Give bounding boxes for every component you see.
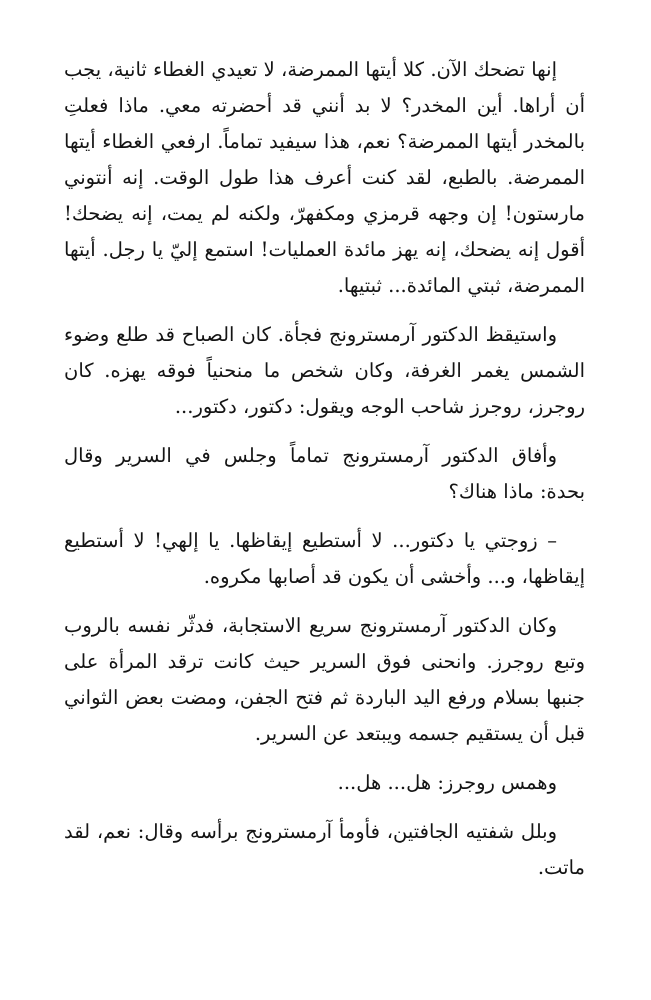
paragraph-7: وبلل شفتيه الجافتين، فأومأ آرمسترونج برأسه وقال: نعم، لقد ماتت. bbox=[64, 820, 585, 879]
paragraph-4: – زوجتي يا دكتور... لا أستطيع إيقاظها. يا إلهي! لا أستطيع إيقاظها، و... وأخشى أن يكون قد أصابها مكروه. bbox=[64, 529, 585, 588]
paragraph-6: وهمس روجرز: هل... هل... bbox=[337, 771, 557, 794]
book-page bbox=[64, 52, 585, 899]
paragraph-1: إنها تضحك الآن. كلا أيتها الممرضة، لا تعيدي الغطاء ثانية، يجب أن أراها. أين المخدر؟ لا بد أنني قد أحضرته معي. ماذا فعلتِ بالمخدر أيتها الممرضة؟ نعم، هذا سيفيد تماماً. ارفعي الغطاء أيتها الممرضة. بالطبع، لقد كنت أعرف هذا طول الوقت. إنه أنتوني مارستون! إن وجهه قرمزي ومكفهرّ، ولكنه لم يمت، إنه يضحك! أقول إنه يضحك، إنه يهز مائدة العمليات! استمع إليّ يا رجل. أيتها الممرضة، ثبتي المائدة... ثبتيها. bbox=[64, 58, 585, 297]
paragraph-5: وكان الدكتور آرمسترونج سريع الاستجابة، فدثّر نفسه بالروب وتبع روجرز. وانحنى فوق السرير حيث كانت ترقد المرأة على جنبها بسلام ورفع اليد الباردة ثم فتح الجفن، ومضت بعض الثواني قبل أن يستقيم جسمه ويبتعد عن السرير. bbox=[64, 614, 585, 745]
paragraph-2: واستيقظ الدكتور آرمسترونج فجأة. كان الصباح قد طلع وضوء الشمس يغمر الغرفة، وكان شخص ما منحنياً فوقه يهزه. كان روجرز، روجرز شاحب الوجه ويقول: دكتور، دكتور... bbox=[64, 323, 585, 418]
paragraph-3: وأفاق الدكتور آرمسترونج تماماً وجلس في السرير وقال بحدة: ماذا هناك؟ bbox=[64, 444, 585, 503]
